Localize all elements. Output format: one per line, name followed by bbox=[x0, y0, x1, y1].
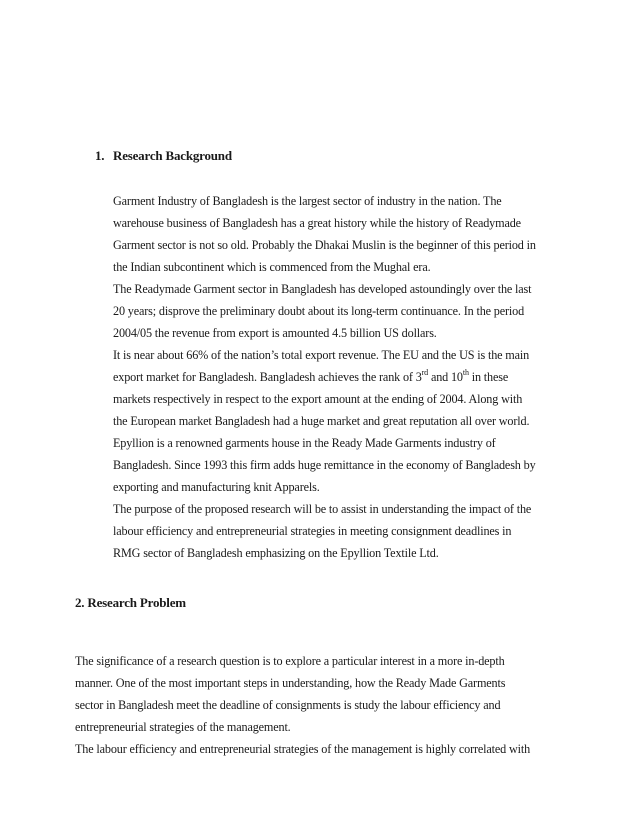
body-line: the European market Bangladesh had a huge market and great reputation all over world. bbox=[113, 414, 530, 428]
body-line: The Readymade Garment sector in Bangladesh has developed astoundingly over the last bbox=[113, 282, 532, 296]
body-line: Bangladesh. Since 1993 this firm adds huge remittance in the economy of Bangladesh by bbox=[113, 458, 536, 472]
body-line: RMG sector of Bangladesh emphasizing on the Epyllion Textile Ltd. bbox=[113, 546, 439, 560]
rank-superscript-th: th bbox=[462, 367, 469, 377]
rank-text-before: export market for Bangladesh. Bangladesh achieves the rank of 3 bbox=[113, 370, 422, 384]
body-line: the Indian subcontinent which is commenced from the Mughal era. bbox=[113, 260, 431, 274]
body-line: markets respectively in respect to the export amount at the ending of 2004. Along with bbox=[113, 392, 523, 406]
body-line: 2004/05 the revenue from export is amounted 4.5 billion US dollars. bbox=[113, 326, 437, 340]
body-line: sector in Bangladesh meet the deadline of consignments is study the labour efficiency and bbox=[75, 698, 501, 712]
body-line: Garment sector is not so old. Probably the Dhakai Muslin is the beginner of this period in bbox=[113, 238, 536, 252]
rank-superscript-rd: rd bbox=[421, 367, 429, 377]
body-line-rank bbox=[113, 366, 573, 388]
body-line: Garment Industry of Bangladesh is the largest sector of industry in the nation. The bbox=[113, 194, 502, 208]
body-line: warehouse business of Bangladesh has a great history while the history of Readymade bbox=[113, 216, 521, 230]
section-1-title: Research Background bbox=[113, 148, 232, 163]
section-1-body bbox=[113, 190, 573, 564]
body-line: exporting and manufacturing knit Apparels. bbox=[113, 480, 320, 494]
section-2-body bbox=[75, 650, 565, 760]
body-line: labour efficiency and entrepreneurial strategies in meeting consignment deadlines in bbox=[113, 524, 512, 538]
rank-text-after: in these bbox=[468, 370, 509, 384]
body-line: manner. One of the most important steps in understanding, how the Ready Made Garments bbox=[75, 676, 506, 690]
body-line: 20 years; disprove the preliminary doubt about its long-term continuance. In the period bbox=[113, 304, 525, 318]
body-line: The purpose of the proposed research will be to assist in understanding the impact of the bbox=[113, 502, 532, 516]
rank-text-middle: and 10 bbox=[428, 370, 463, 384]
section-1-number: 1. bbox=[95, 148, 105, 163]
body-line: The labour efficiency and entrepreneurial strategies of the management is highly correlated with bbox=[75, 742, 531, 756]
section-1-heading bbox=[95, 148, 232, 164]
body-line: The significance of a research question is to explore a particular interest in a more in-depth bbox=[75, 654, 505, 668]
section-2-heading: 2. Research Problem bbox=[75, 595, 186, 610]
body-line: It is near about 66% of the nation’s total export revenue. The EU and the US is the main bbox=[113, 348, 530, 362]
body-line: Epyllion is a renowned garments house in the Ready Made Garments industry of bbox=[113, 436, 496, 450]
body-line: entrepreneurial strategies of the management. bbox=[75, 720, 291, 734]
